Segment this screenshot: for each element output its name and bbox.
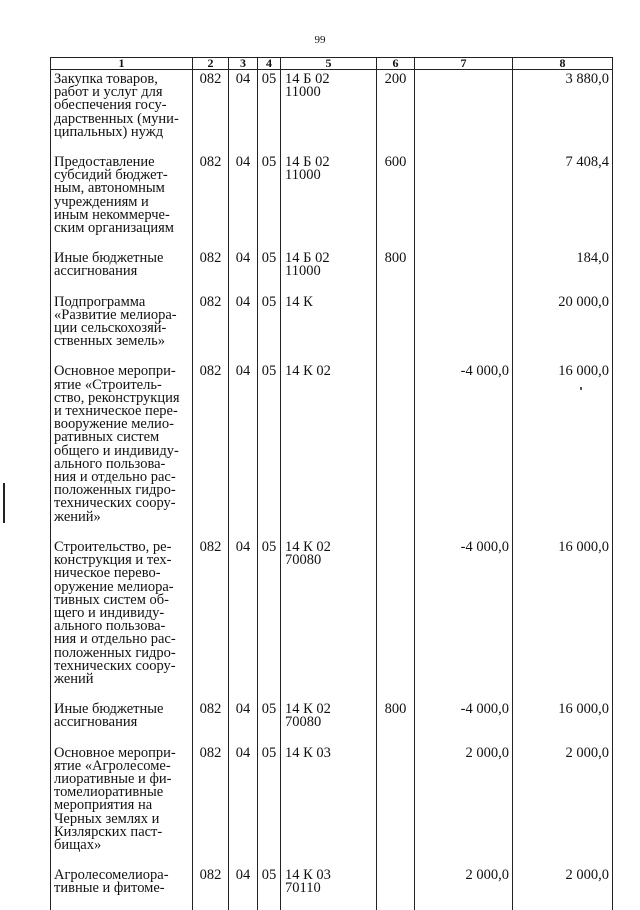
section-code-cell: 04 (229, 362, 258, 537)
item-name-line: обеспечения госу- (54, 97, 167, 114)
ministry-code-cell: 082 (193, 866, 229, 909)
subsection-code-cell: 05 (258, 744, 281, 867)
ministry-code-cell: 082 (193, 538, 229, 700)
change-amount-cell (415, 70, 513, 154)
item-name-cell (51, 70, 193, 154)
item-name-cell (51, 153, 193, 249)
total-amount-cell: 16 000,0 (513, 538, 613, 700)
table-row (51, 700, 613, 743)
item-name-cell (51, 362, 193, 537)
item-name-line: технических соору- (54, 657, 176, 674)
table-row (51, 293, 613, 363)
item-name-cell (51, 249, 193, 292)
ministry-code-cell: 082 (193, 700, 229, 743)
table-row (51, 153, 613, 249)
target-article-line: 11000 (285, 263, 321, 280)
item-name-line: Агролесомелиора- (54, 867, 169, 884)
target-article-cell (281, 153, 377, 249)
item-name-line: иным некоммерче- (54, 206, 170, 223)
item-name-line: тивные и фитоме- (54, 880, 165, 897)
item-name-cell (51, 744, 193, 867)
item-name-line: конструкция и тех- (54, 552, 172, 569)
item-name-cell (51, 538, 193, 700)
subsection-code-cell: 05 (258, 249, 281, 292)
column-header: 6 (377, 58, 415, 70)
column-header: 3 (229, 58, 258, 70)
item-name-line: щего и индивиду- (54, 604, 165, 621)
column-header: 8 (513, 58, 613, 70)
expense-type-cell: 800 (377, 249, 415, 292)
target-article-line: 14 Б 02 (285, 250, 330, 267)
expense-type-cell (377, 293, 415, 363)
expense-type-cell: 600 (377, 153, 415, 249)
item-name-line: Основное меропри- (54, 363, 176, 380)
item-name-line: «Развитие мелиора- (54, 306, 177, 323)
item-name-line: ративных систем (54, 429, 160, 446)
item-name-line: ния и отдельно рас- (54, 631, 176, 648)
item-name-line: Черных землях и (54, 810, 160, 827)
expense-type-cell: 200 (377, 70, 415, 154)
column-header: 2 (193, 58, 229, 70)
change-amount-cell: 2 000,0 (415, 866, 513, 909)
target-article-line: 14 К 02 (285, 701, 331, 718)
target-article-line: 70110 (285, 880, 321, 897)
item-name-cell (51, 293, 193, 363)
item-name-line: ципальных) нужд (54, 123, 164, 140)
item-name-line: лиоративные и фи- (54, 770, 172, 787)
target-article-cell (281, 538, 377, 700)
target-article-cell (281, 700, 377, 743)
section-code-cell: 04 (229, 70, 258, 154)
table-row (51, 249, 613, 292)
target-article-cell (281, 293, 377, 363)
page-number: 99 (314, 34, 326, 46)
item-name-line: дарственных (муни- (54, 110, 179, 127)
subsection-code-cell: 05 (258, 538, 281, 700)
total-amount-cell: 3 880,0 (513, 70, 613, 154)
target-article-line: 14 К 03 (285, 744, 331, 761)
target-article-cell (281, 866, 377, 909)
section-code-cell: 04 (229, 249, 258, 292)
subsection-code-cell: 05 (258, 293, 281, 363)
column-header: 7 (415, 58, 513, 70)
item-name-line: бищах» (54, 836, 102, 853)
item-name-line: ции сельскохозяй- (54, 320, 167, 337)
table-row (51, 538, 613, 700)
item-name-line: Кизлярских паст- (54, 823, 163, 840)
ministry-code-cell: 082 (193, 70, 229, 154)
table-row (51, 744, 613, 867)
target-article-line: 14 К 02 (285, 363, 331, 380)
item-name-line: томелиоративные (54, 784, 164, 801)
total-amount-cell: 7 408,4 (513, 153, 613, 249)
target-article-cell (281, 362, 377, 537)
change-amount-cell: -4 000,0 (415, 538, 513, 700)
expense-type-cell (377, 538, 415, 700)
expense-type-cell (377, 362, 415, 537)
item-name-line: жений (54, 670, 94, 687)
item-name-line: ятие «Строитель- (54, 376, 162, 393)
item-name-cell (51, 866, 193, 909)
item-name-line: ятие «Агролесоме- (54, 757, 171, 774)
table-row (51, 70, 613, 154)
section-code-cell: 04 (229, 700, 258, 743)
item-name-line: ния и отдельно рас- (54, 469, 176, 486)
item-name-line: технических соору- (54, 495, 176, 512)
total-amount-cell: 2 000,0 (513, 744, 613, 867)
table-body (51, 70, 613, 910)
target-article-line: 70080 (285, 714, 322, 731)
item-name-line: Подпрограмма (54, 293, 146, 310)
item-name-line: вооружение мелио- (54, 416, 174, 433)
target-article-line: 11000 (285, 84, 321, 101)
section-code-cell: 04 (229, 866, 258, 909)
ministry-code-cell: 082 (193, 744, 229, 867)
item-name-line: ным, автономным (54, 180, 165, 197)
item-name-line: ассигнования (54, 714, 138, 731)
expense-type-cell: 800 (377, 700, 415, 743)
ministry-code-cell: 082 (193, 362, 229, 537)
subsection-code-cell: 05 (258, 153, 281, 249)
total-amount-cell: 184,0 (513, 249, 613, 292)
ministry-code-cell: 082 (193, 249, 229, 292)
item-name-line: ассигнования (54, 263, 138, 280)
header-row (51, 58, 613, 70)
target-article-cell (281, 70, 377, 154)
column-header: 1 (51, 58, 193, 70)
item-name-line: Основное меропри- (54, 744, 176, 761)
item-name-cell (51, 700, 193, 743)
item-name-line: положенных гидро- (54, 482, 176, 499)
change-amount-cell (415, 249, 513, 292)
target-article-line: 70080 (285, 552, 322, 569)
item-name-line: ального пользова- (54, 618, 166, 635)
change-amount-cell (415, 153, 513, 249)
expense-type-cell (377, 866, 415, 909)
column-header: 5 (281, 58, 377, 70)
ministry-code-cell: 082 (193, 153, 229, 249)
change-amount-cell: -4 000,0 (415, 362, 513, 537)
table-row (51, 362, 613, 537)
item-name-line: ство, реконструкция (54, 389, 180, 406)
change-amount-cell: 2 000,0 (415, 744, 513, 867)
section-code-cell: 04 (229, 153, 258, 249)
item-name-line: ственных земель» (54, 333, 165, 350)
item-name-line: жений» (54, 508, 101, 525)
item-name-line: субсидий бюджет- (54, 167, 168, 184)
item-name-line: Строительство, ре- (54, 538, 172, 555)
item-name-line: работ и услуг для (54, 84, 163, 101)
section-code-cell: 04 (229, 744, 258, 867)
item-name-line: Иные бюджетные (54, 701, 164, 718)
item-name-line: и техническое пере- (54, 403, 178, 420)
change-amount-cell: -4 000,0 (415, 700, 513, 743)
item-name-line: общего и индивиду- (54, 442, 179, 459)
margin-mark (3, 483, 5, 523)
total-amount-cell: 20 000,0 (513, 293, 613, 363)
subsection-code-cell: 05 (258, 700, 281, 743)
target-article-line: 14 Б 02 (285, 154, 330, 171)
target-article-line: 11000 (285, 167, 321, 184)
item-name-line: оружение мелиора- (54, 578, 174, 595)
item-name-line: ническое перево- (54, 565, 161, 582)
target-article-cell (281, 249, 377, 292)
target-article-cell (281, 744, 377, 867)
total-amount-cell: 2 000,0 (513, 866, 613, 909)
item-name-line: ального пользова- (54, 455, 166, 472)
table-row (51, 866, 613, 909)
item-name-line: положенных гидро- (54, 644, 176, 661)
change-amount-cell (415, 293, 513, 363)
expense-type-cell (377, 744, 415, 867)
item-name-line: ским организациям (54, 220, 174, 237)
budget-table (50, 57, 613, 910)
item-name-line: учреждениям и (54, 193, 149, 210)
subsection-code-cell: 05 (258, 70, 281, 154)
target-article-line: 14 К 03 (285, 867, 331, 884)
ministry-code-cell: 082 (193, 293, 229, 363)
total-amount-cell: 16 000,0 (513, 700, 613, 743)
total-amount-cell: 16 000,0 (513, 362, 613, 537)
item-name-line: тивных систем об- (54, 591, 169, 608)
subsection-code-cell: 05 (258, 362, 281, 537)
subsection-code-cell: 05 (258, 866, 281, 909)
target-article-line: 14 Б 02 (285, 71, 330, 87)
target-article-line: 14 К (285, 293, 313, 310)
item-name-line: Иные бюджетные (54, 250, 164, 267)
target-article-line: 14 К 02 (285, 538, 331, 555)
item-name-line: Закупка товаров, (54, 71, 158, 87)
section-code-cell: 04 (229, 293, 258, 363)
item-name-line: мероприятия на (54, 797, 153, 814)
section-code-cell: 04 (229, 538, 258, 700)
item-name-line: Предоставление (54, 154, 155, 171)
column-header: 4 (258, 58, 281, 70)
